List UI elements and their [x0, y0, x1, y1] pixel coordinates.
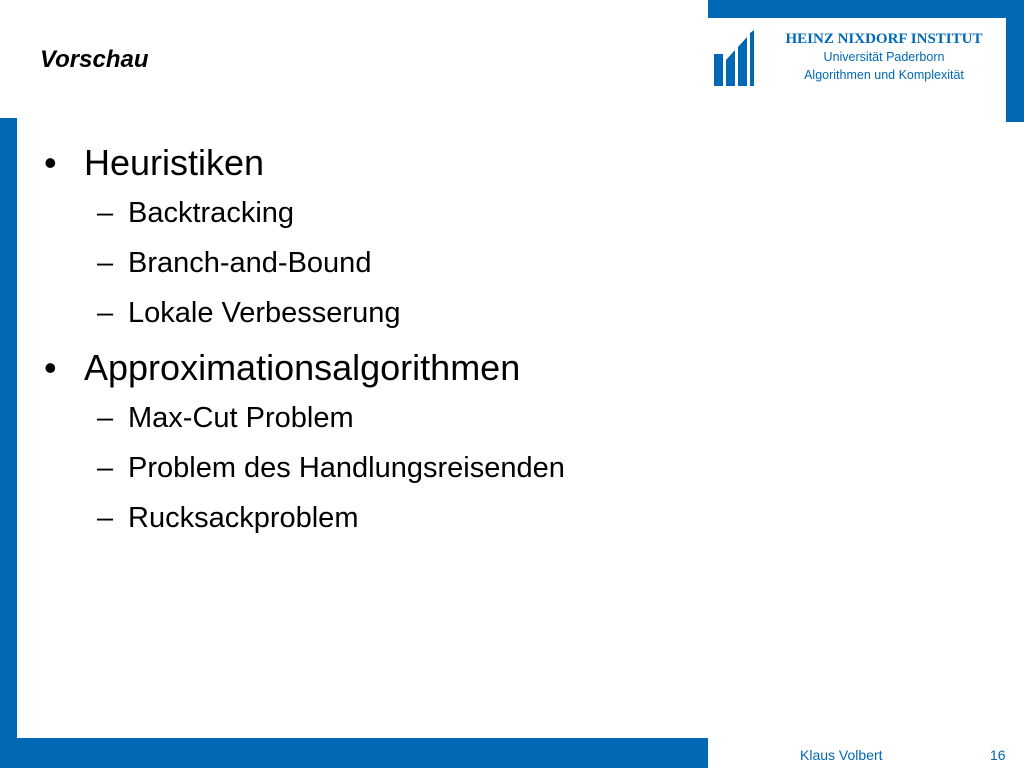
university-name: Universität Paderborn: [823, 50, 945, 64]
sub-item-text: Lokale Verbesserung: [128, 297, 401, 329]
frame-bar-top: [708, 0, 1024, 18]
sub-item: [44, 443, 984, 493]
dash-marker: –: [97, 452, 114, 484]
bullet-item: [44, 343, 984, 393]
frame-bar-left: [0, 118, 17, 768]
university-logo-icon: [714, 30, 754, 86]
sub-item: [44, 393, 984, 443]
dash-marker: –: [97, 502, 114, 534]
dash-marker: –: [97, 402, 114, 434]
bullet-text: Heuristiken: [84, 142, 265, 183]
department-name: Algorithmen und Komplexität: [804, 68, 964, 82]
sub-item-text: Rucksackproblem: [128, 502, 359, 534]
footer-author: Klaus Volbert: [800, 747, 883, 763]
frame-bar-bottom: [0, 738, 708, 768]
bullet-text: Approximationsalgorithmen: [84, 347, 521, 388]
sub-item: [44, 188, 984, 238]
dash-marker: –: [97, 247, 114, 279]
sub-item-text: Problem des Handlungsreisenden: [128, 452, 565, 484]
bullet-marker: •: [44, 142, 57, 183]
institute-block: [764, 30, 1004, 84]
sub-item: [44, 493, 984, 543]
dash-marker: –: [97, 297, 114, 329]
bullet-item: [44, 138, 984, 188]
page-number: 16: [990, 747, 1006, 763]
bullet-marker: •: [44, 347, 57, 388]
slide-title: Vorschau: [40, 46, 149, 73]
sub-item-text: Max-Cut Problem: [128, 402, 354, 434]
institute-name: HEINZ NIXDORF INSTITUT: [785, 31, 983, 47]
sub-item-text: Backtracking: [128, 197, 295, 229]
dash-marker: –: [97, 197, 114, 229]
sub-item: [44, 288, 984, 338]
sub-item-text: Branch-and-Bound: [128, 247, 372, 279]
frame-bar-right: [1006, 0, 1024, 122]
slide-content: [44, 138, 984, 543]
sub-item: [44, 238, 984, 288]
